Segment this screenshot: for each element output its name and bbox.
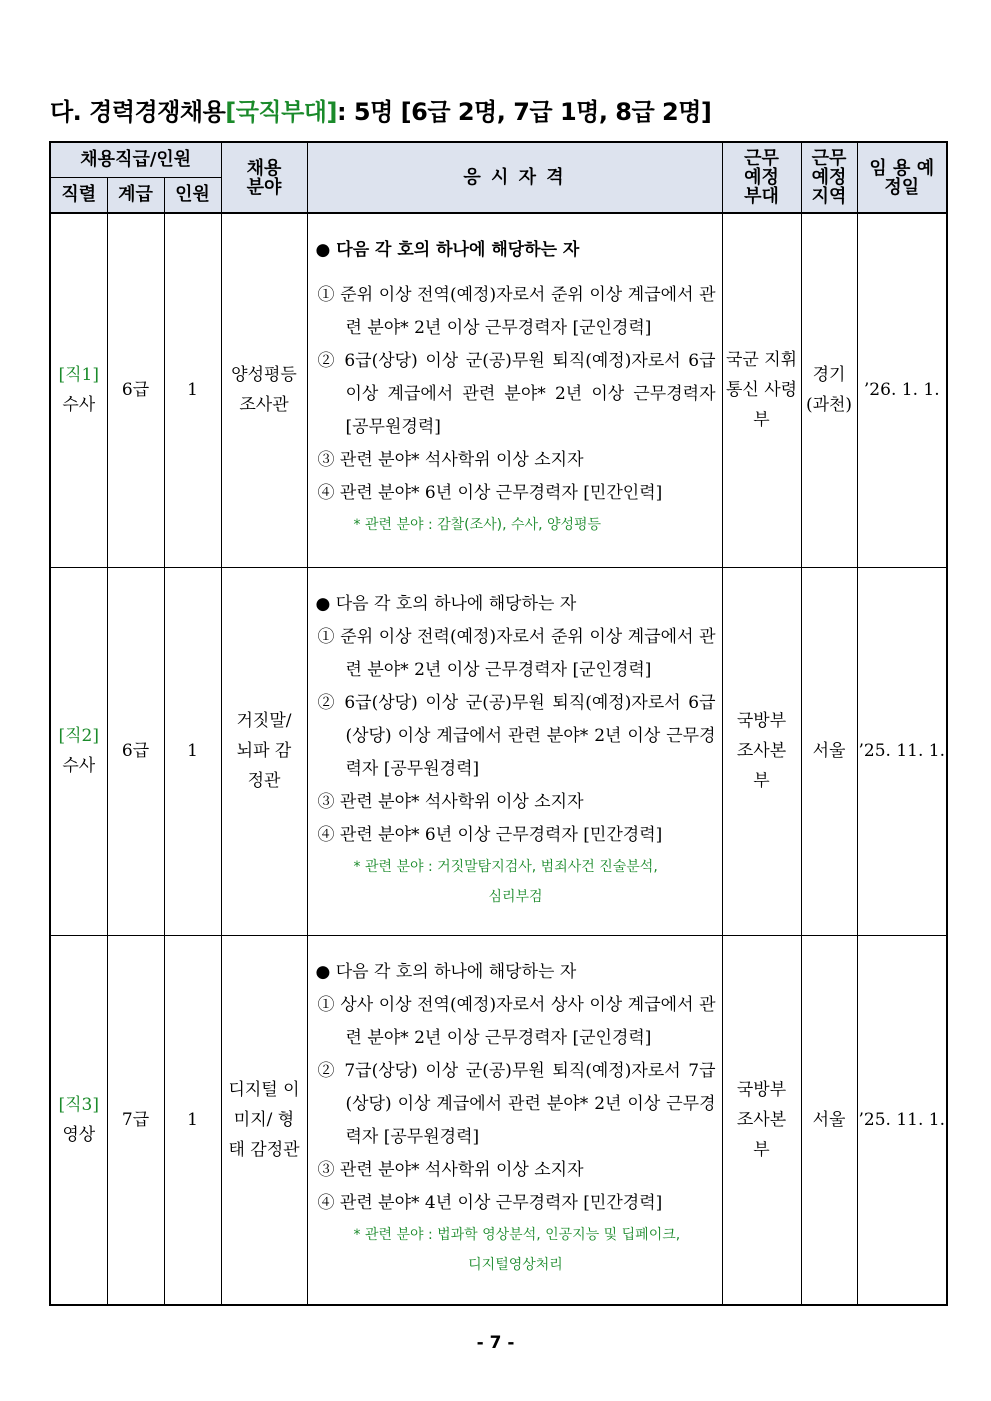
qualification-item: ③ 관련 분야* 석사학위 이상 소지자	[317, 450, 584, 470]
heading-highlight: [국직부대]	[225, 98, 337, 126]
region-cell: 경기 (과천)	[801, 213, 857, 567]
table-row	[50, 213, 947, 567]
series-cell	[50, 567, 107, 935]
header-field: 채용 분야	[221, 142, 307, 213]
unit-cell: 국방부 조사본부	[722, 935, 801, 1305]
count-cell: 1	[164, 935, 221, 1305]
table-row	[50, 567, 947, 935]
series-cell	[50, 935, 107, 1305]
header-count: 인원	[164, 177, 221, 213]
region-cell: 서울	[801, 567, 857, 935]
field-note-cont: 디지털영상처리	[468, 1256, 563, 1273]
header-grade: 계급	[107, 177, 164, 213]
header-region: 근무 예정 지역	[801, 142, 857, 213]
heading-suffix: : 5명 [6급 2명, 7급 1명, 8급 2명]	[336, 98, 712, 126]
table-row	[50, 935, 947, 1305]
date-cell: ’25. 11. 1.	[857, 935, 947, 1305]
field-note: * 관련 분야 : 법과학 영상분석, 인공지능 및 딥페이크,	[353, 1226, 681, 1243]
row-code: [직2]	[58, 726, 99, 746]
qualification-cell	[307, 935, 722, 1305]
field-note-cont: 심리부검	[488, 888, 543, 905]
series-cell	[50, 213, 107, 567]
row-series: 영상	[62, 1124, 96, 1145]
qualification-item: ① 준위 이상 전역(예정)자로서 준위 이상 계급에서 관련 분야* 2년 이상 근무경력자 [군인경력]	[317, 285, 716, 338]
date-cell: ’26. 1. 1.	[857, 213, 947, 567]
field-cell: 양성평등 조사관	[221, 213, 307, 567]
header-qualification: 응 시 자 격	[307, 142, 722, 213]
header-unit: 근무 예정 부대	[722, 142, 801, 213]
qualification-item: ④ 관련 분야* 6년 이상 근무경력자 [민간인력]	[317, 483, 663, 503]
field-cell: 거짓말/ 뇌파 감정관	[221, 567, 307, 935]
section-heading	[50, 92, 711, 127]
header-job-series: 직렬	[50, 177, 107, 213]
grade-cell: 6급	[107, 213, 164, 567]
qualification-item: ③ 관련 분야* 석사학위 이상 소지자	[317, 1159, 584, 1180]
row-code: [직1]	[58, 365, 99, 386]
field-note: * 관련 분야 : 감찰(조사), 수사, 양성평등	[353, 517, 602, 533]
qualification-item: ② 6급(상당) 이상 군(공)무원 퇴직(예정)자로서 6급(상당) 이상 계급에서 관련 분야* 2년 이상 근무경력자 [공무원경력]	[317, 692, 716, 779]
qualification-item: ① 상사 이상 전역(예정)자로서 상사 이상 계급에서 관련 분야* 2년 이상 근무경력자 [군인경력]	[317, 994, 716, 1048]
qualification-item: ② 7급(상당) 이상 군(공)무원 퇴직(예정)자로서 7급(상당) 이상 계급에서 관련 분야* 2년 이상 근무경력자 [공무원경력]	[317, 1060, 716, 1147]
header-rank-group: 채용직급/인원	[50, 142, 221, 177]
unit-cell: 국군 지휘통신 사령부	[722, 213, 801, 567]
date-cell: ’25. 11. 1.	[857, 567, 947, 935]
qualification-cell	[307, 567, 722, 935]
unit-cell: 국방부 조사본부	[722, 567, 801, 935]
count-cell: 1	[164, 213, 221, 567]
qualification-lead: ● 다음 각 호의 하나에 해당하는 자	[315, 593, 577, 614]
qualification-item: ② 6급(상당) 이상 군(공)무원 퇴직(예정)자로서 6급 이상 계급에서 관련 분야* 2년 이상 근무경력자 [공무원경력]	[317, 351, 716, 437]
qualification-lead: ● 다음 각 호의 하나에 해당하는 자	[315, 240, 580, 260]
row-code: [직3]	[58, 1094, 99, 1115]
grade-cell: 6급	[107, 567, 164, 935]
heading-prefix: 다. 경력경쟁채용	[50, 98, 226, 126]
qualification-item: ① 준위 이상 전력(예정)자로서 준위 이상 계급에서 관련 분야* 2년 이상 근무경력자 [군인경력]	[317, 626, 716, 680]
page-number: - 7 -	[476, 1333, 515, 1353]
qualification-item: ③ 관련 분야* 석사학위 이상 소지자	[317, 791, 584, 812]
qualification-cell	[307, 213, 722, 567]
count-cell: 1	[164, 567, 221, 935]
row-series: 수사	[62, 395, 96, 416]
header-date: 임 용 예정일	[857, 142, 947, 213]
qualification-lead: ● 다음 각 호의 하나에 해당하는 자	[315, 961, 577, 982]
field-cell: 디지털 이미지/ 형태 감정관	[221, 935, 307, 1305]
region-cell: 서울	[801, 935, 857, 1305]
field-note: * 관련 분야 : 거짓말탐지검사, 범죄사건 진술분석,	[353, 858, 658, 875]
qualification-item: ④ 관련 분야* 6년 이상 근무경력자 [민간경력]	[317, 824, 663, 845]
recruitment-table	[49, 141, 948, 1306]
grade-cell: 7급	[107, 935, 164, 1305]
qualification-item: ④ 관련 분야* 4년 이상 근무경력자 [민간경력]	[317, 1192, 663, 1213]
row-series: 수사	[62, 756, 96, 776]
